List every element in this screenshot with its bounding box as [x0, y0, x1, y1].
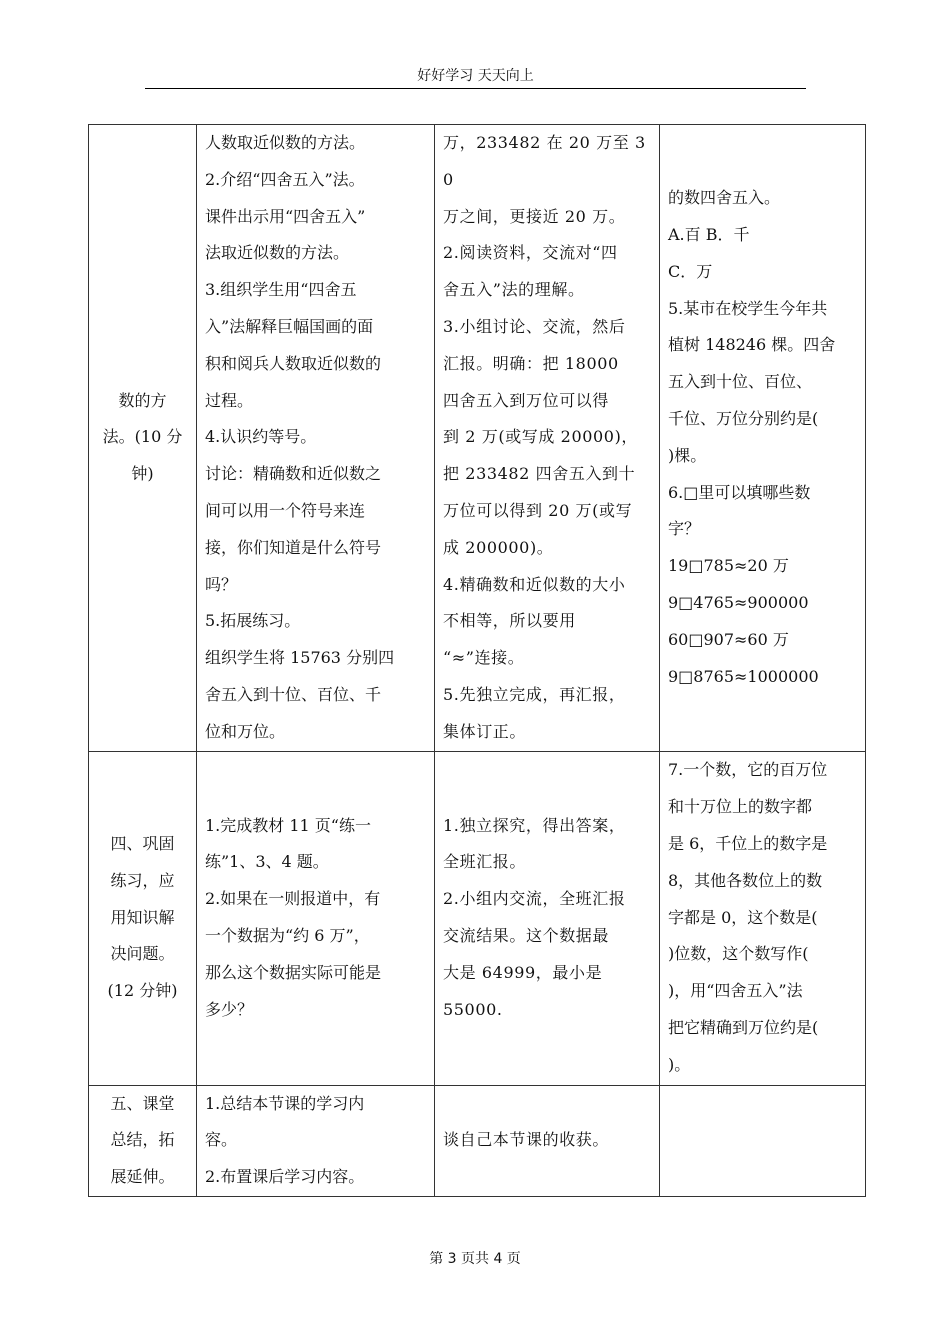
cell-student — [435, 1085, 660, 1196]
student-line: 2.阅读资料，交流对“四 — [443, 243, 618, 263]
teacher-line: 入”法解释巨幅国画的面 — [205, 316, 374, 336]
table-row — [89, 125, 866, 752]
student-line: 不相等，所以要用 — [443, 611, 576, 631]
student-line: 万，233482 在 20 万至 30 — [443, 133, 646, 189]
student-line: 1.独立探究，得出答案， — [443, 815, 626, 835]
cell-exercise — [660, 751, 866, 1085]
cell-stage — [89, 125, 197, 752]
student-line: 大是 64999，最小是 — [443, 962, 603, 982]
cell-stage — [89, 1085, 197, 1196]
exercise-line: 的数四舍五入。 — [668, 188, 781, 208]
exercise-line: 植树 148246 棵。四舍 — [668, 335, 836, 355]
teacher-line: 1.完成教材 11 页“练一 — [205, 815, 371, 835]
cell-teacher — [197, 125, 435, 752]
exercise-line: 字都是 0，这个数是( — [668, 907, 818, 927]
exercise-line: 7.一个数，它的百万位 — [668, 760, 828, 780]
cell-exercise — [660, 125, 866, 752]
teacher-line: 间可以用一个符号来连 — [205, 500, 366, 520]
exercise-line: 9□4765≈900000 — [668, 592, 809, 612]
student-line: “≈”连接。 — [443, 648, 525, 668]
exercise-line: 千位、万位分别约是( — [668, 408, 819, 428]
teacher-line: 人数取近似数的方法。 — [205, 133, 366, 152]
header-rule — [145, 88, 806, 89]
table-row — [89, 1085, 866, 1196]
stage-line: 法。(10 分 — [102, 427, 183, 447]
teacher-line: 容。 — [205, 1130, 238, 1150]
stage-line: 练习，应 — [110, 870, 175, 890]
stage-line: 展延伸。 — [110, 1167, 175, 1187]
stage-line: 数的方 — [118, 390, 167, 410]
teacher-line: 一个数据为“约 6 万”， — [205, 926, 370, 946]
exercise-line: 字？ — [668, 519, 701, 539]
stage-line: (12 分钟) — [107, 981, 178, 1001]
teacher-line: 那么这个数据实际可能是 — [205, 962, 382, 982]
student-line: 集体订正。 — [443, 721, 527, 741]
teacher-line: 2.如果在一则报道中，有 — [205, 889, 381, 909]
exercise-line: 5.某市在校学生今年共 — [668, 298, 828, 318]
teacher-line: 练”1、3、4 题。 — [205, 852, 329, 872]
teacher-line: 舍五入到十位、百位、千 — [205, 684, 382, 704]
student-line: 3.小组讨论、交流，然后 — [443, 316, 626, 336]
student-line: 万之间，更接近 20 万。 — [443, 206, 626, 226]
exercise-line: )位数，这个数写作( — [668, 944, 809, 964]
student-line: 成 200000)。 — [443, 537, 554, 557]
stage-line: 四、巩固 — [110, 834, 175, 854]
exercise-line: 19□785≈20 万 — [668, 556, 789, 576]
cell-teacher — [197, 751, 435, 1085]
student-line: 4.精确数和近似数的大小 — [443, 574, 626, 594]
student-line: 把 233482 四舍五入到十 — [443, 464, 636, 484]
student-line: 汇报。明确：把 18000 — [443, 353, 619, 373]
teacher-line: 接，你们知道是什么符号 — [205, 537, 382, 557]
exercise-line: 把它精确到万位约是( — [668, 1018, 819, 1038]
student-line: 谈自己本节课的收获。 — [443, 1130, 610, 1150]
lesson-plan-table — [88, 124, 866, 1197]
student-line: 全班汇报。 — [443, 852, 527, 872]
cell-student — [435, 751, 660, 1085]
student-line: 2.小组内交流，全班汇报 — [443, 889, 626, 909]
teacher-line: 组织学生将 15763 分别四 — [205, 648, 395, 668]
teacher-line: 多少？ — [205, 999, 254, 1019]
teacher-line: 积和阅兵人数取近似数的 — [205, 353, 382, 373]
cell-student — [435, 125, 660, 752]
page-header: 好好学习 天天向上 — [417, 68, 534, 84]
stage-line: 五、课堂 — [110, 1093, 175, 1113]
student-line: 55000. — [443, 999, 503, 1019]
exercise-line: 6.□里可以填哪些数 — [668, 482, 811, 502]
exercise-line: 9□8765≈1000000 — [668, 666, 819, 686]
page-footer: 第 3 页共 4 页 — [429, 1251, 521, 1267]
exercise-line: 五入到十位、百位、 — [668, 372, 813, 392]
exercise-line: )，用“四舍五入”法 — [668, 981, 803, 1001]
exercise-line: 和十万位上的数字都 — [668, 797, 813, 817]
cell-exercise — [660, 1085, 866, 1196]
teacher-line: 课件出示用“四舍五入” — [205, 206, 366, 226]
stage-line: 钟) — [131, 464, 154, 484]
student-line: 四舍五入到万位可以得 — [443, 390, 610, 410]
exercise-line: )。 — [668, 1054, 691, 1074]
teacher-line: 2.布置课后学习内容。 — [205, 1167, 365, 1187]
student-line: 交流结果。这个数据最 — [443, 926, 610, 946]
cell-teacher — [197, 1085, 435, 1196]
stage-line: 用知识解 — [110, 907, 175, 927]
student-line: 万位可以得到 20 万(或写 — [443, 500, 633, 520]
teacher-line: 2.介绍“四舍五入”法。 — [205, 169, 365, 189]
exercise-line: 是 6，千位上的数字是 — [668, 834, 828, 854]
teacher-line: 3.组织学生用“四舍五 — [205, 280, 357, 300]
student-line: 5.先独立完成，再汇报， — [443, 684, 626, 704]
exercise-line: C．万 — [668, 261, 713, 281]
exercise-line: 60□907≈60 万 — [668, 629, 789, 649]
teacher-line: 1.总结本节课的学习内 — [205, 1093, 365, 1113]
teacher-line: 过程。 — [205, 390, 254, 410]
teacher-line: 4.认识约等号。 — [205, 427, 317, 447]
exercise-line: 8，其他各数位上的数 — [668, 870, 823, 890]
teacher-line: 法取近似数的方法。 — [205, 243, 350, 263]
student-line: 舍五入”法的理解。 — [443, 280, 585, 300]
exercise-line: A.百 B．千 — [668, 224, 750, 244]
teacher-line: 位和万位。 — [205, 721, 286, 741]
exercise-line: )棵。 — [668, 445, 707, 465]
student-line: 到 2 万(或写成 20000)， — [443, 427, 639, 447]
cell-stage — [89, 751, 197, 1085]
table-row — [89, 751, 866, 1085]
teacher-line: 吗？ — [205, 574, 238, 594]
teacher-line: 5.拓展练习。 — [205, 611, 301, 631]
stage-line: 决问题。 — [110, 944, 175, 964]
teacher-line: 讨论：精确数和近似数之 — [205, 464, 382, 484]
stage-line: 总结，拓 — [110, 1130, 175, 1150]
